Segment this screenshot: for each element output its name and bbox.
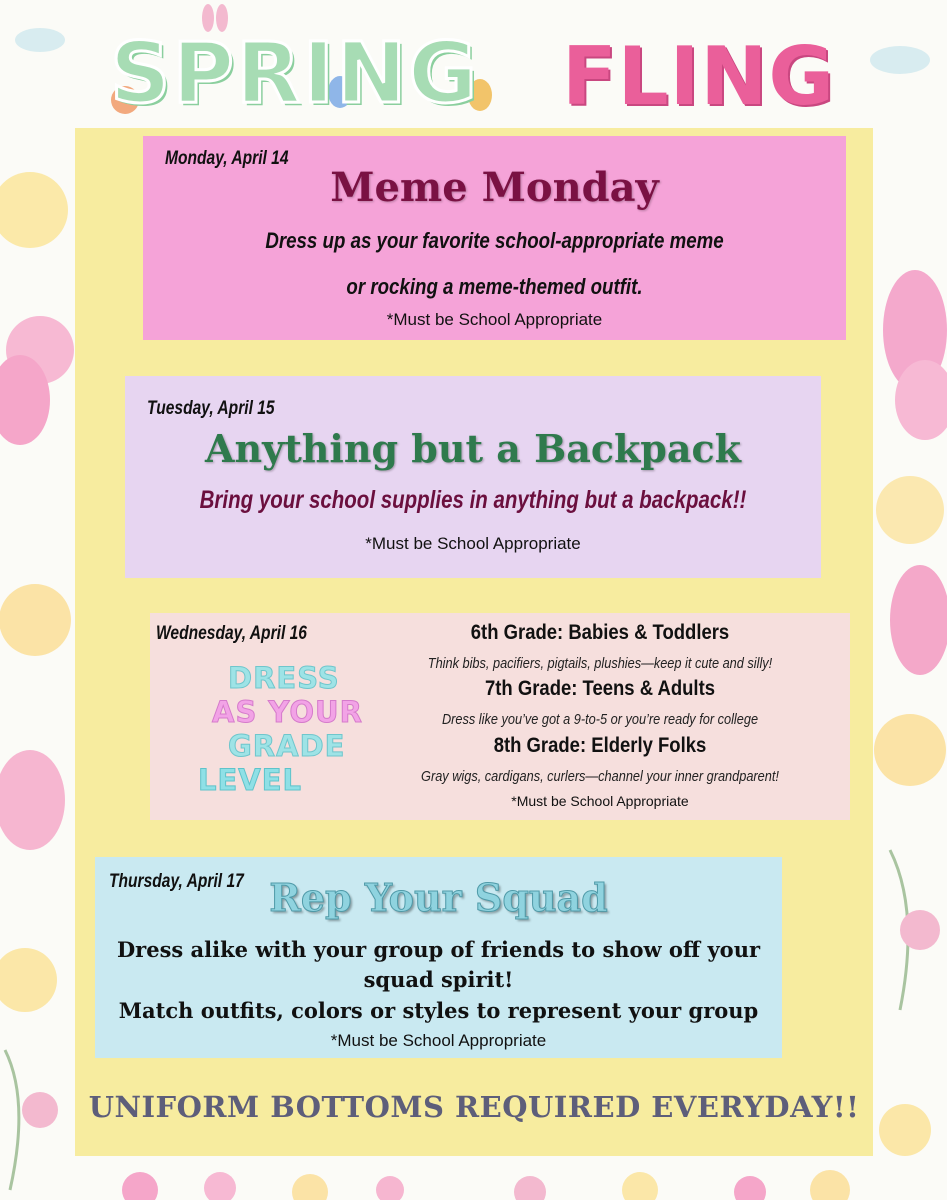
appropriate-note: *Must be School Appropriate <box>330 1031 547 1050</box>
day-date: Monday, April 14 <box>165 148 289 169</box>
grade-title-6th: 6th Grade: Babies & Toddlers <box>470 621 730 644</box>
day-card-thursday <box>95 857 782 1058</box>
grade-level-art <box>198 661 368 797</box>
day-card-wednesday <box>150 613 850 820</box>
day-description-line3: Match outfits, colors or styles to represent your group <box>118 998 759 1023</box>
grade-list <box>380 613 820 820</box>
day-description-line2: squad spirit! <box>363 967 514 992</box>
day-theme: Meme Monday <box>330 164 659 211</box>
day-date: Wednesday, April 16 <box>156 623 307 644</box>
day-description-line1: Dress alike with your group of friends to show off your <box>116 937 761 962</box>
grade-desc-7th: Dress like you’ve got a 9-to-5 or you’re ready for college <box>441 711 759 728</box>
day-card-monday <box>143 136 846 340</box>
flower-decoration-left <box>0 150 80 1200</box>
grade-art-line: LEVEL <box>198 763 303 797</box>
day-card-tuesday <box>125 376 821 578</box>
grade-art-line: AS YOUR <box>212 695 363 729</box>
appropriate-note: *Must be School Appropriate <box>365 534 581 553</box>
flower-decoration-right <box>870 150 947 1200</box>
day-theme: Anything but a Backpack <box>205 426 741 471</box>
day-date: Thursday, April 17 <box>109 871 244 892</box>
day-description-line2: or rocking a meme-themed outfit. <box>346 274 643 299</box>
grade-desc-8th: Gray wigs, cardigans, curlers—channel your inner grandparent! <box>421 768 779 785</box>
day-date: Tuesday, April 15 <box>147 398 275 419</box>
flower-decoration-bottom <box>60 1150 880 1200</box>
grade-desc-6th: Think bibs, pacifiers, pigtails, plushies—keep it cute and silly! <box>427 655 773 672</box>
day-description-line1: Bring your school supplies in anything but a backpack!! <box>199 486 747 514</box>
uniform-requirement-banner: UNIFORM BOTTOMS REQUIRED EVERYDAY!! <box>88 1090 860 1124</box>
appropriate-note: *Must be School Appropriate <box>511 793 689 809</box>
grade-art-line: DRESS <box>228 661 340 695</box>
poster-header <box>0 0 947 130</box>
title-fling: FLING <box>562 30 836 123</box>
grade-title-8th: 8th Grade: Elderly Folks <box>493 734 707 757</box>
grade-title-7th: 7th Grade: Teens & Adults <box>484 677 716 700</box>
day-theme: Rep Your Squad <box>269 875 608 920</box>
day-description-line1: Dress up as your favorite school-appropriate meme <box>265 228 724 253</box>
title-spring: SPRING <box>110 24 480 122</box>
appropriate-note: *Must be School Appropriate <box>386 310 603 329</box>
grade-art-line: GRADE <box>228 729 346 763</box>
